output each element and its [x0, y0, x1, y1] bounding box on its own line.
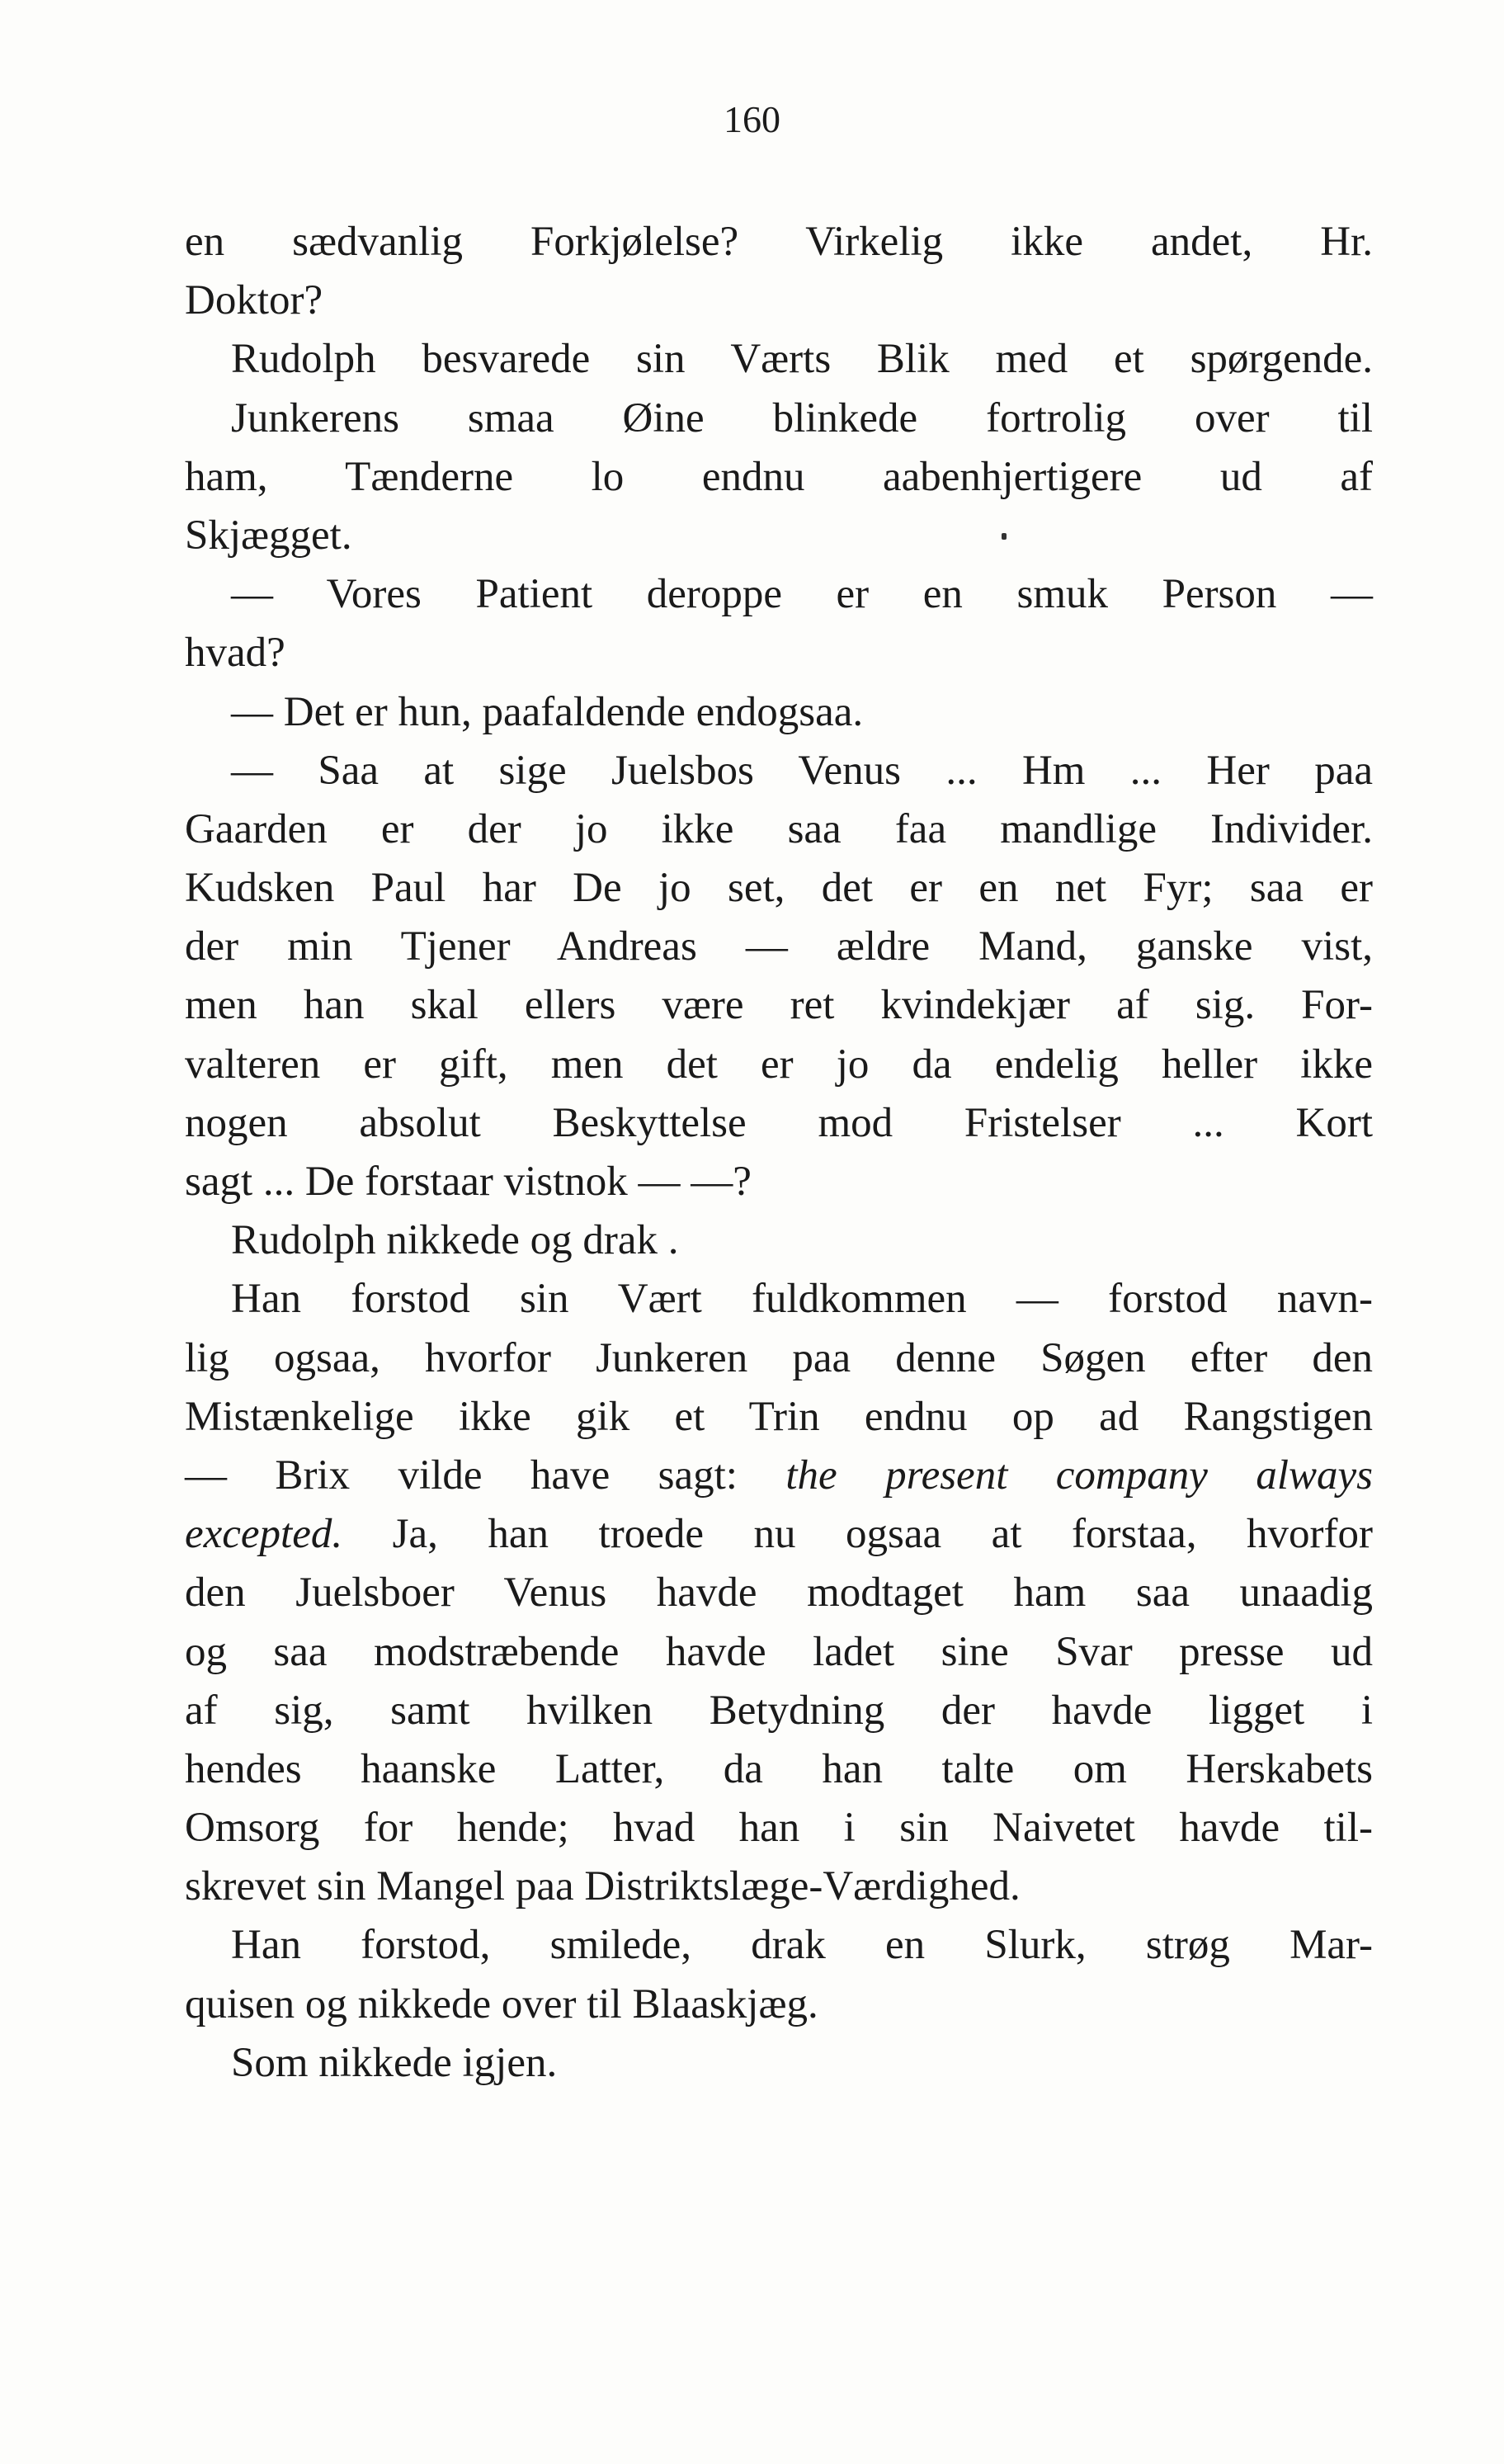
body-text	[185, 213, 1373, 2093]
line-text: og saa modstræbende havde ladet sine Svar presse ud	[185, 1628, 1373, 1675]
line-text: Rudolph nikkede og drak .	[231, 1217, 679, 1264]
text-line	[185, 565, 1373, 624]
text-line	[185, 330, 1373, 389]
line-text-continued: Ja, han troede nu ogsaa at forstaa, hvorfor	[342, 1511, 1373, 1558]
text-line	[185, 1329, 1373, 1388]
text-line	[185, 1916, 1373, 1975]
line-text: Som nikkede igjen.	[231, 2039, 558, 2086]
line-text: — Saa at sige Juelsbos Venus ... Hm ... Her paa	[231, 747, 1373, 794]
text-line	[185, 1857, 1373, 1916]
text-line	[185, 1388, 1373, 1447]
text-line	[185, 1036, 1373, 1094]
text-line	[185, 976, 1373, 1035]
text-line	[185, 2034, 1373, 2093]
line-text: Skjægget.	[185, 512, 352, 559]
text-line	[185, 918, 1373, 976]
line-text: nogen absolut Beskyttelse mod Fristelser ... Kort	[185, 1099, 1373, 1146]
line-text: skrevet sin Mangel paa Distriktslæge-Værdighed.	[185, 1863, 1021, 1910]
text-line	[185, 800, 1373, 859]
text-line	[185, 683, 1373, 742]
line-text: valteren er gift, men det er jo da endelig heller ikke	[185, 1041, 1373, 1088]
line-text: Han forstod, smilede, drak en Slurk, strøg Mar-	[231, 1922, 1373, 1969]
text-line	[185, 1447, 1373, 1505]
italic-phrase: excepted.	[185, 1511, 343, 1558]
line-text: — Vores Patient deroppe er en smuk Person —	[231, 571, 1373, 618]
line-text: Han forstod sin Vært fuldkommen — forstod navn-	[231, 1276, 1373, 1323]
line-text: — Det er hun, paafaldende endogsaa.	[231, 688, 864, 735]
line-text: Doktor?	[185, 277, 323, 324]
text-line	[185, 448, 1373, 507]
line-text: — Brix vilde have sagt:	[185, 1451, 786, 1499]
text-line	[185, 389, 1373, 448]
italic-phrase: the present company always	[785, 1451, 1373, 1499]
line-text: hvad?	[185, 630, 285, 677]
line-text: lig ogsaa, hvorfor Junkeren paa denne Søgen efter den	[185, 1334, 1373, 1381]
page-number: 160	[724, 98, 780, 140]
text-line	[185, 1623, 1373, 1682]
line-text: Rudolph besvarede sin Værts Blik med et spørgende.	[231, 336, 1373, 383]
line-text: Gaarden er der jo ikke saa faa mandlige Individer.	[185, 805, 1373, 852]
line-text: quisen og nikkede over til Blaaskjæg.	[185, 1980, 818, 2027]
text-line	[185, 1564, 1373, 1622]
line-text: Omsorg for hende; hvad han i sin Naivetet havde til-	[185, 1805, 1373, 1852]
text-line	[185, 1682, 1373, 1740]
text-line	[185, 1505, 1373, 1564]
text-line	[185, 271, 1373, 330]
text-line	[185, 742, 1373, 800]
line-text: af sig, samt hvilken Betydning der havde ligget i	[185, 1687, 1373, 1734]
line-text: der min Tjener Andreas — ældre Mand, ganske vist,	[185, 923, 1373, 970]
line-text: Junkerens smaa Øine blinkede fortrolig over til	[231, 394, 1373, 441]
text-line	[185, 1799, 1373, 1857]
text-line	[185, 1975, 1373, 2034]
line-text: Mistænkelige ikke gik et Trin endnu op ad Rangstigen	[185, 1393, 1373, 1440]
text-line	[185, 507, 1373, 565]
line-text: sagt ... De forstaar vistnok — —?	[185, 1159, 752, 1205]
text-line	[185, 1211, 1373, 1270]
line-text: en sædvanlig Forkjølelse? Virkelig ikke andet, Hr.	[185, 219, 1373, 265]
line-text: den Juelsboer Venus havde modtaget ham saa unaadig	[185, 1570, 1373, 1617]
text-line	[185, 1094, 1373, 1153]
line-text: men han skal ellers være ret kvindekjær af sig. For-	[185, 982, 1373, 1029]
text-line	[185, 1740, 1373, 1799]
line-text: ham, Tænderne lo endnu aabenhjertigere ud af	[185, 453, 1373, 500]
text-line	[185, 1270, 1373, 1329]
text-line	[185, 1153, 1373, 1211]
text-line	[185, 624, 1373, 682]
text-line	[185, 213, 1373, 271]
text-line	[185, 859, 1373, 918]
line-text: hendes haanske Latter, da han talte om Herskabets	[185, 1745, 1373, 1792]
line-text: Kudsken Paul har De jo set, det er en net Fyr; saa er	[185, 865, 1373, 912]
